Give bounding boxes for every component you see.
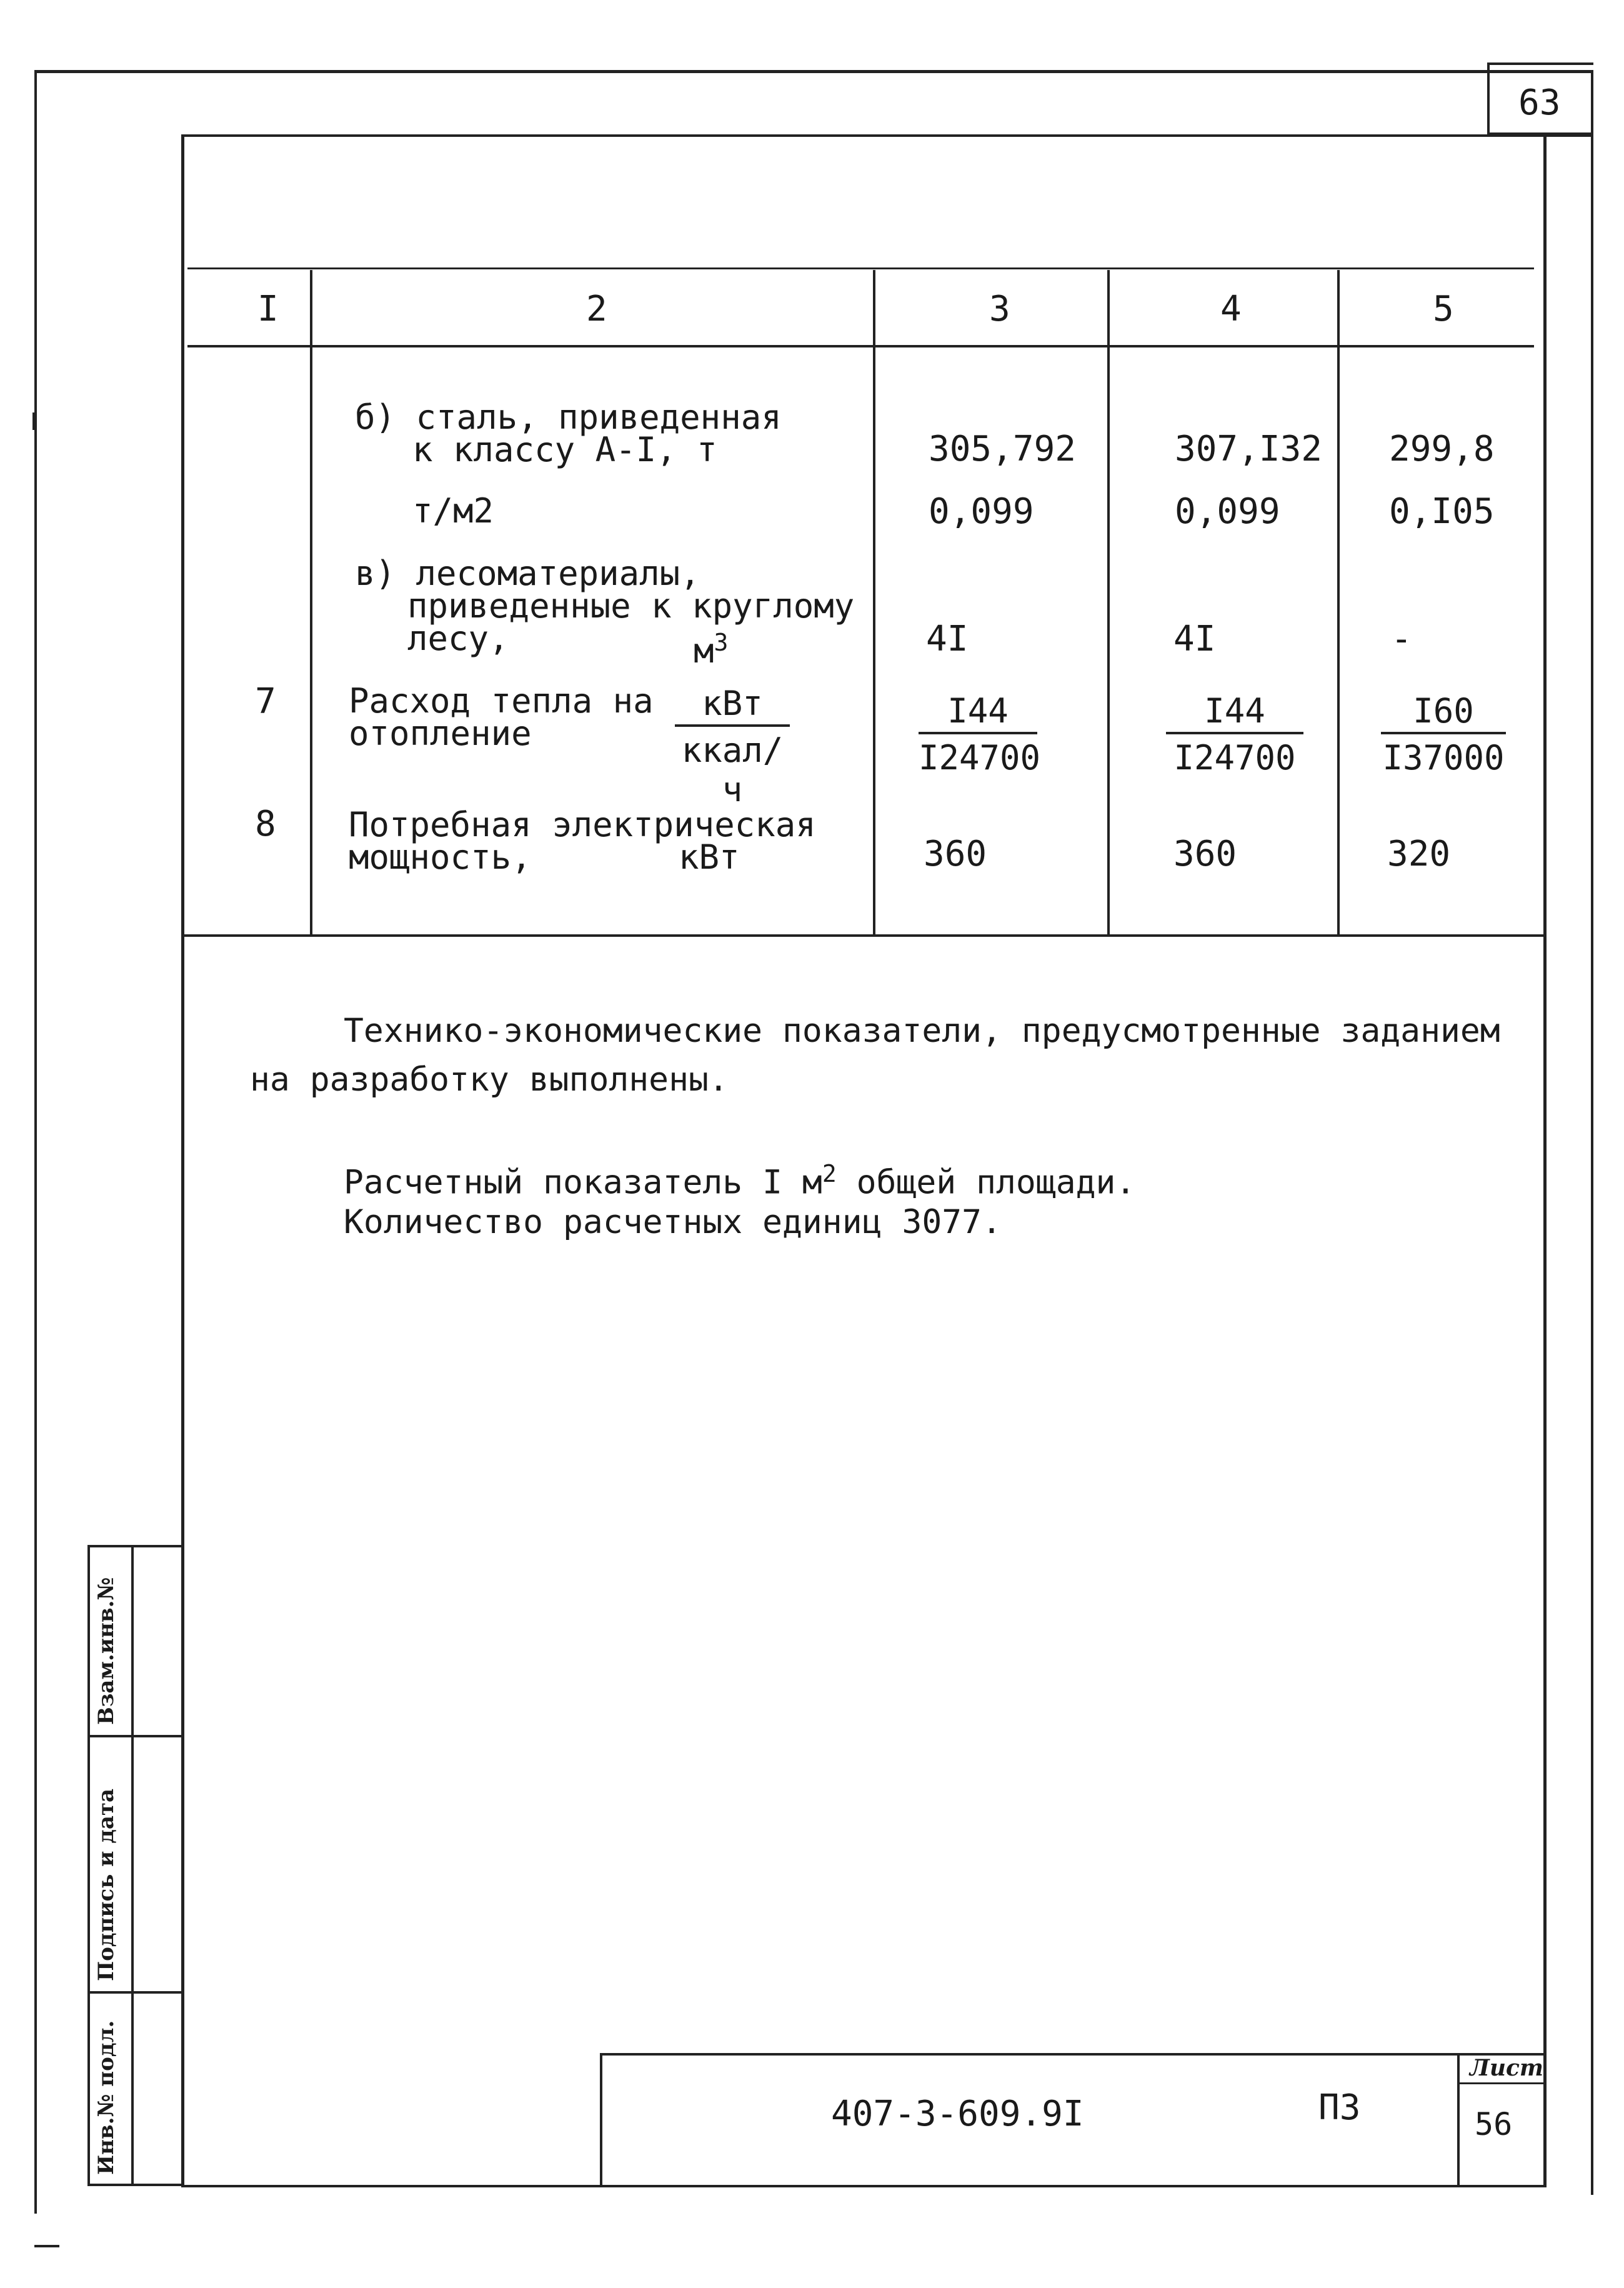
timber-unit-base: м [694, 631, 714, 671]
col-divider-3 [1107, 270, 1110, 936]
timber-label-line2: приведенные к круглому [407, 586, 855, 626]
title-block-left [600, 2053, 602, 2187]
table-header-line [187, 345, 1534, 347]
heat-col4-bar [1166, 732, 1303, 734]
heat-col4-fraction [1166, 691, 1303, 777]
sheet-label: Лист [1470, 2055, 1544, 2081]
body-para2 [344, 1156, 1135, 1201]
col-divider-2 [873, 270, 875, 936]
inner-frame-top [181, 134, 1593, 137]
side-label-inventory: Инв.№ подл. [94, 2020, 119, 2175]
power-col3: 360 [924, 834, 987, 874]
side-label-signature: Подпись и дата [94, 1788, 119, 1981]
outer-frame-left [34, 70, 37, 2214]
sheet-box-left [1457, 2053, 1460, 2187]
body-para2-sup: 2 [822, 1160, 837, 1187]
row-7-number: 7 [255, 681, 276, 722]
side-label-replacement: Взам.инв.№ [94, 1577, 119, 1725]
side-stamp-bottom [87, 2184, 182, 2186]
steel-label-line1: б) сталь, приведенная [355, 397, 782, 437]
table-top-line [187, 267, 1534, 269]
heat-col4-top: I44 [1204, 691, 1265, 731]
timber-col3: 4I [926, 619, 969, 659]
heat-col4-bottom: I24700 [1173, 738, 1296, 777]
steel-per-m2-col3: 0,099 [929, 491, 1034, 532]
outer-frame-top [34, 70, 1593, 73]
steel-label-line2: к классу А-I, т [412, 430, 717, 469]
side-stamp-div-1 [87, 1735, 182, 1737]
body-para1-line2: на разработку выполнены. [250, 1061, 729, 1099]
side-stamp-mid [131, 1545, 134, 2185]
body-para1-line1: Технико-экономические показатели, предусмотренные заданием [344, 1012, 1500, 1050]
heat-col3-bottom: I24700 [919, 738, 1041, 777]
heat-unit-bar [675, 724, 790, 727]
timber-label-line3: лесу, [407, 619, 509, 658]
steel-col4: 307,I32 [1175, 429, 1323, 469]
header-col-1: I [257, 289, 279, 329]
inner-frame-right [1543, 134, 1547, 2187]
body-para2-prefix: Расчетный показатель I м [344, 1163, 822, 1202]
header-col-5: 5 [1433, 289, 1454, 329]
timber-unit [694, 625, 728, 669]
heat-unit-fraction [675, 684, 790, 809]
steel-per-m2-col5: 0,I05 [1389, 491, 1495, 532]
page-number-box-left [1487, 62, 1490, 134]
steel-col3: 305,792 [929, 429, 1077, 469]
side-stamp-left [87, 1545, 90, 2185]
timber-unit-sup: 3 [714, 629, 729, 656]
header-col-3: 3 [989, 289, 1010, 329]
inner-frame-left [181, 134, 184, 2187]
heat-unit-bottom: ккал/ч [681, 731, 784, 809]
heat-col5-fraction [1381, 691, 1506, 777]
col-divider-1 [310, 270, 312, 936]
power-unit: кВт [679, 837, 740, 877]
table-bottom-line [182, 934, 1545, 937]
body-para3: Количество расчетных единиц 3077. [344, 1203, 1002, 1241]
page-number-box-top [1487, 62, 1593, 65]
heat-col5-bottom: I37000 [1382, 738, 1505, 777]
timber-label-line1: в) лесоматериалы, [355, 554, 700, 593]
heat-unit-top: кВт [702, 684, 763, 723]
timber-col4: 4I [1173, 619, 1216, 659]
power-label-line2: мощность, [349, 837, 532, 877]
heat-col5-bar [1381, 732, 1506, 734]
doc-code: 407-3-609.9I [831, 2094, 1084, 2134]
scan-mark-bottom-left [34, 2245, 59, 2247]
timber-col5: - [1391, 619, 1412, 659]
heat-col3-bar [919, 732, 1037, 734]
header-col-2: 2 [586, 289, 607, 329]
sheet-box-divider [1457, 2082, 1547, 2084]
power-col5: 320 [1387, 834, 1451, 874]
power-col4: 360 [1173, 834, 1237, 874]
steel-per-m2-col4: 0,099 [1175, 491, 1280, 532]
heat-col5-top: I60 [1413, 691, 1474, 731]
heat-label-line2: отопление [349, 714, 532, 753]
inner-frame-bottom [181, 2185, 1547, 2187]
row-8-number: 8 [255, 804, 276, 844]
page-number: 63 [1518, 82, 1561, 123]
side-stamp-div-2 [87, 1991, 182, 1994]
title-block-top [600, 2053, 1547, 2056]
steel-col5: 299,8 [1389, 429, 1495, 469]
heat-col3-top: I44 [947, 691, 1009, 731]
col-divider-4 [1337, 270, 1340, 936]
doc-type: ПЗ [1318, 2087, 1361, 2128]
power-label-line1: Потребная электрическая [349, 805, 816, 844]
scan-mark-left [32, 412, 36, 430]
outer-frame-right [1591, 70, 1593, 2195]
side-stamp-top [87, 1545, 182, 1547]
body-para2-suffix: общей площади. [836, 1163, 1136, 1202]
header-col-4: 4 [1220, 289, 1242, 329]
steel-per-m2-label: т/м2 [412, 491, 494, 531]
heat-label-line1: Расход тепла на [349, 681, 654, 721]
heat-col3-fraction [919, 691, 1041, 777]
sheet-number: 56 [1475, 2106, 1513, 2142]
